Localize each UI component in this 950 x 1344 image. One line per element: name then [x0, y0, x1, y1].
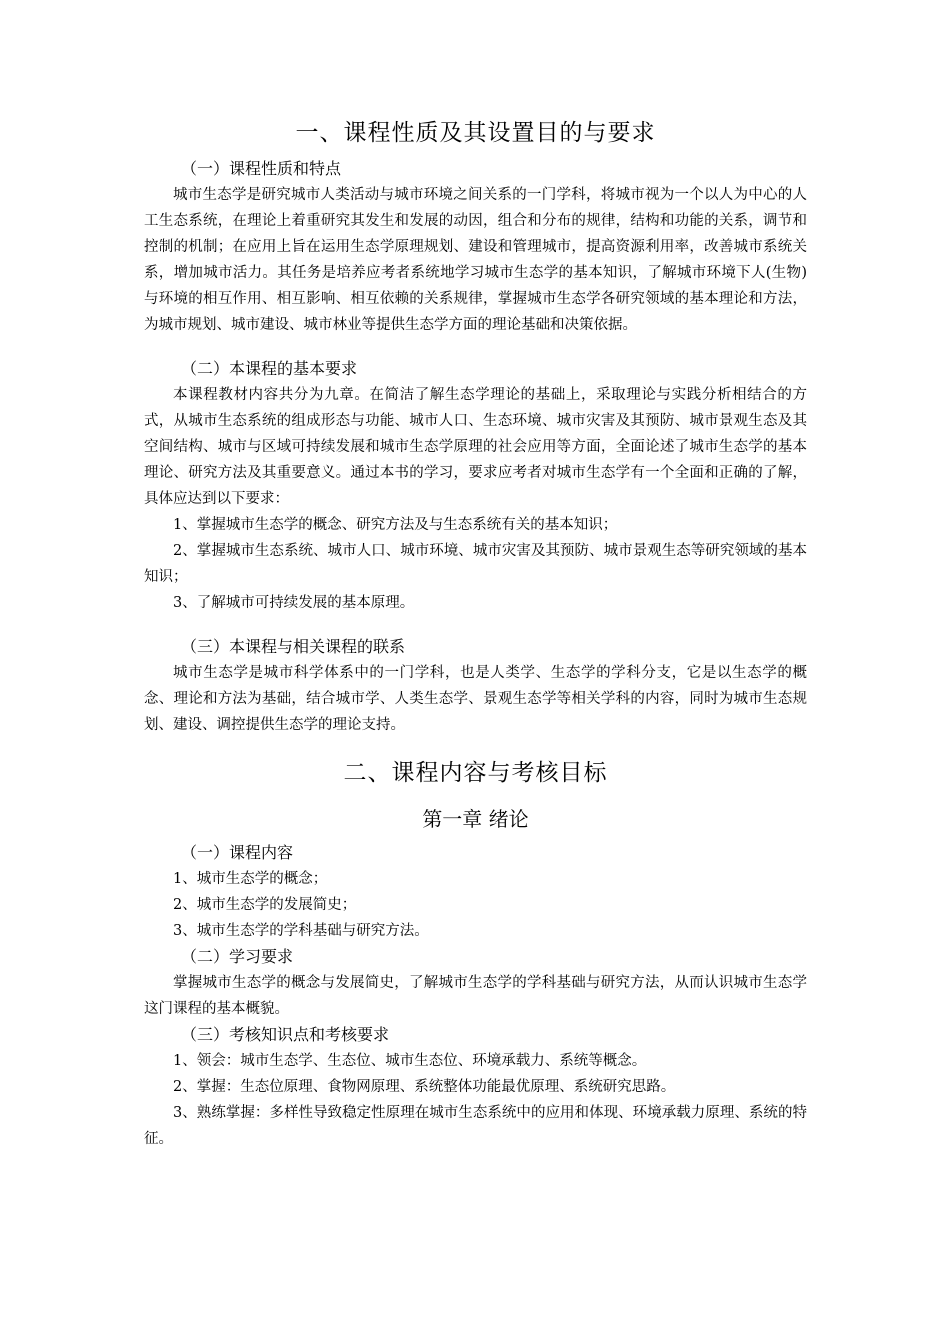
chapter1-requirements-text: 掌握城市生态学的概念与发展简史，了解城市生态学的学科基础与研究方法，从而认识城市生态学这门课程的基本概貌。	[144, 975, 807, 1017]
document-content	[144, 116, 807, 1152]
section1-part2-item-1: 1、掌握城市生态学的概念、研究方法及与生态系统有关的基本知识；	[173, 517, 618, 533]
section1-part1-heading: （一）课程性质和特点	[181, 159, 342, 178]
section1-part3-heading: （三）本课程与相关课程的联系	[181, 637, 406, 656]
chapter1-assessment-item-2: 2、掌握：生态位原理、食物网原理、系统整体功能最优原理、系统研究思路。	[173, 1079, 676, 1095]
section1-part1-text: 城市生态学是研究城市人类活动与城市环境之间关系的一门学科，将城市视为一个以人为中心的人工生态系统，在理论上着重研究其发生和发展的动因，组合和分布的规律，结构和功能的关系，调节和控制的机制；在应用上旨在运用生态学原理规划、建设和管理城市，提高资源利用率，改善城市系统关系，增加城市活力。其任务是培养应考者系统地学习城市生态学的基本知识，了解城市环境下人(生物)与环境的相互作用、相互影响、相互依赖的关系规律，掌握城市生态学各研究领域的基本理论和方法，为城市规划、城市建设、城市林业等提供生态学方面的理论基础和决策依据。	[144, 187, 807, 333]
section1-part2-heading: （二）本课程的基本要求	[181, 359, 358, 378]
section1-part3-text: 城市生态学是城市科学体系中的一门学科，也是人类学、生态学的学科分支，它是以生态学的概念、理论和方法为基础，结合城市学、人类生态学、景观生态学等相关学科的内容，同时为城市生态规划、建设、调控提供生态学的理论支持。	[144, 665, 807, 733]
section1-part2-text: 本课程教材内容共分为九章。在简洁了解生态学理论的基础上，采取理论与实践分析相结合的方式，从城市生态系统的组成形态与功能、城市人口、生态环境、城市灾害及其预防、城市景观生态及其空间结构、城市与区域可持续发展和城市生态学原理的社会应用等方面，全面论述了城市生态学的基本理论、研究方法及其重要意义。通过本书的学习，要求应考者对城市生态学有一个全面和正确的了解，具体应达到以下要求：	[144, 387, 807, 507]
section1-title: 一、课程性质及其设置目的与要求	[295, 120, 656, 146]
chapter1-assessment-item-3: 3、熟练掌握：多样性导致稳定性原理在城市生态系统中的应用和体现、环境承载力原理、系统的特征。	[144, 1105, 807, 1147]
chapter1-content-item-2: 2、城市生态学的发展简史；	[173, 897, 357, 913]
chapter1-title: 第一章 绪论	[422, 807, 529, 831]
chapter1-assessment-heading: （三）考核知识点和考核要求	[181, 1025, 390, 1044]
chapter1-content-heading: （一）课程内容	[181, 843, 294, 862]
section1-part2-item-3: 3、了解城市可持续发展的基本原理。	[173, 595, 415, 611]
chapter1-content-item-1: 1、城市生态学的概念；	[173, 871, 328, 887]
chapter1-content-item-3: 3、城市生态学的学科基础与研究方法。	[173, 923, 429, 939]
section1-part2-item-2: 2、掌握城市生态系统、城市人口、城市环境、城市灾害及其预防、城市景观生态等研究领域的基本知识；	[144, 543, 807, 585]
chapter1-assessment-item-1: 1、领会：城市生态学、生态位、城市生态位、环境承载力、系统等概念。	[173, 1053, 647, 1069]
chapter1-requirements-heading: （二）学习要求	[181, 947, 294, 966]
section2-title: 二、课程内容与考核目标	[343, 760, 608, 786]
